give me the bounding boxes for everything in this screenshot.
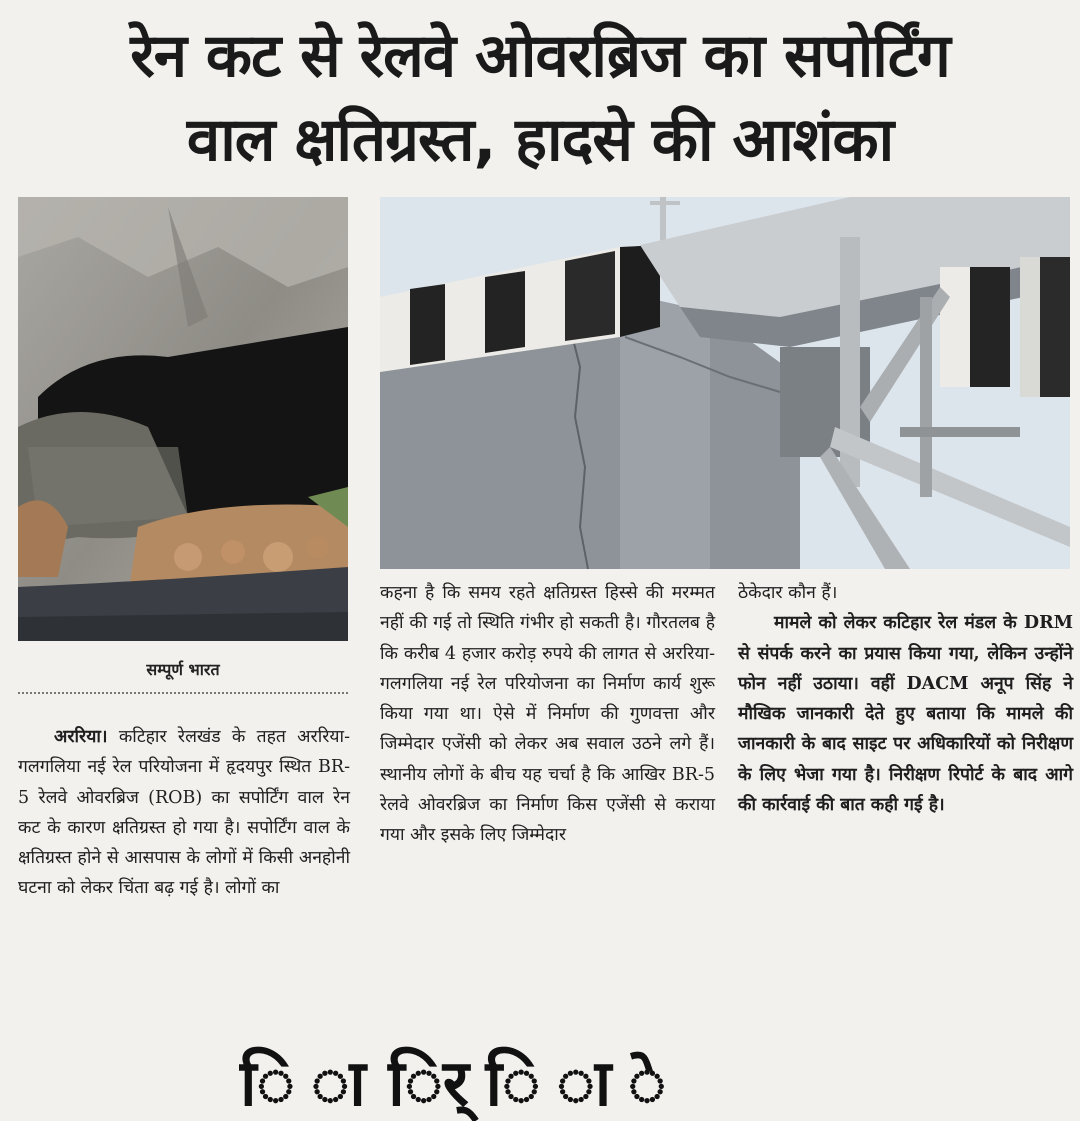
article-column-2-text: कहना है कि समय रहते क्षतिग्रस्त हिस्से की मरम्मत नहीं की गई तो स्थिति गंभीर हो सकती है। गौरतलब है कि करीब 4 हजार करोड़ रुपये की लागत से अररिया-गलगलिया नई रेल परियोजना का निर्माण कार्य शुरू किया गया था। ऐसे में निर्माण की गुणवत्ता और जिम्मेदार एजेंसी को लेकर अब सवाल उठने लगे हैं। स्थानीय लोगों के बीच यह चर्चा है कि आखिर BR-5 रेलवे ओवरब्रिज का निर्माण किस एजेंसी से कराया गया और इसके लिए जिम्मेदार xyxy=(380,583,715,846)
article-column-1-text: कटिहार रेलखंड के तहत अररिया-गलगलिया नई रेल परियोजना में हृदयपुर स्थित BR-5 रेलवे ओवरब्रिज (ROB) का सपोर्टिंग वाल रेन कट के कारण क्षतिग्रस्त हो गया है। सपोर्टिंग वाल के क्षतिग्रस्त होने से आसपास के लोगों में किसी अनहोनी घटना को लेकर चिंता बढ़ गई है। लोगों का xyxy=(18,727,350,899)
rain-cut-illustration xyxy=(18,197,348,641)
photo-rain-cut xyxy=(18,197,348,641)
byline-divider xyxy=(18,692,348,694)
headline xyxy=(20,14,1060,182)
article-column-3 xyxy=(738,578,1073,820)
overbridge-illustration xyxy=(380,197,1070,569)
article-dateline: अररिया। xyxy=(54,727,108,747)
article-column-3-intro: ठेकेदार कौन हैं। xyxy=(738,583,838,603)
headline-line-2: वाल क्षतिग्रस्त, हादसे की आशंका xyxy=(186,105,894,175)
photo-overbridge xyxy=(380,197,1070,569)
headline-line-1: रेन कट से रेलवे ओवरब्रिज का सपोर्टिंग xyxy=(130,21,950,91)
next-headline-fragment: ि ा र्ि ि ा े xyxy=(240,1047,666,1121)
article-column-1 xyxy=(18,722,350,904)
byline: सम्पूर्ण भारत xyxy=(146,660,220,679)
article-column-2 xyxy=(380,578,715,851)
article-column-3-text: मामले को लेकर कटिहार रेल मंडल के DRM से संपर्क करने का प्रयास किया गया, लेकिन उन्होंने फोन नहीं उठाया। वहीं DACM अनूप सिंह ने मौखिक जानकारी देते हुए बताया कि मामले की जानकारी के बाद साइट पर अधिकारियों को निरीक्षण के लिए भेजा गया है। निरीक्षण रिपोर्ट के बाद आगे की कार्रवाई की बात कही गई है। xyxy=(738,613,1073,816)
